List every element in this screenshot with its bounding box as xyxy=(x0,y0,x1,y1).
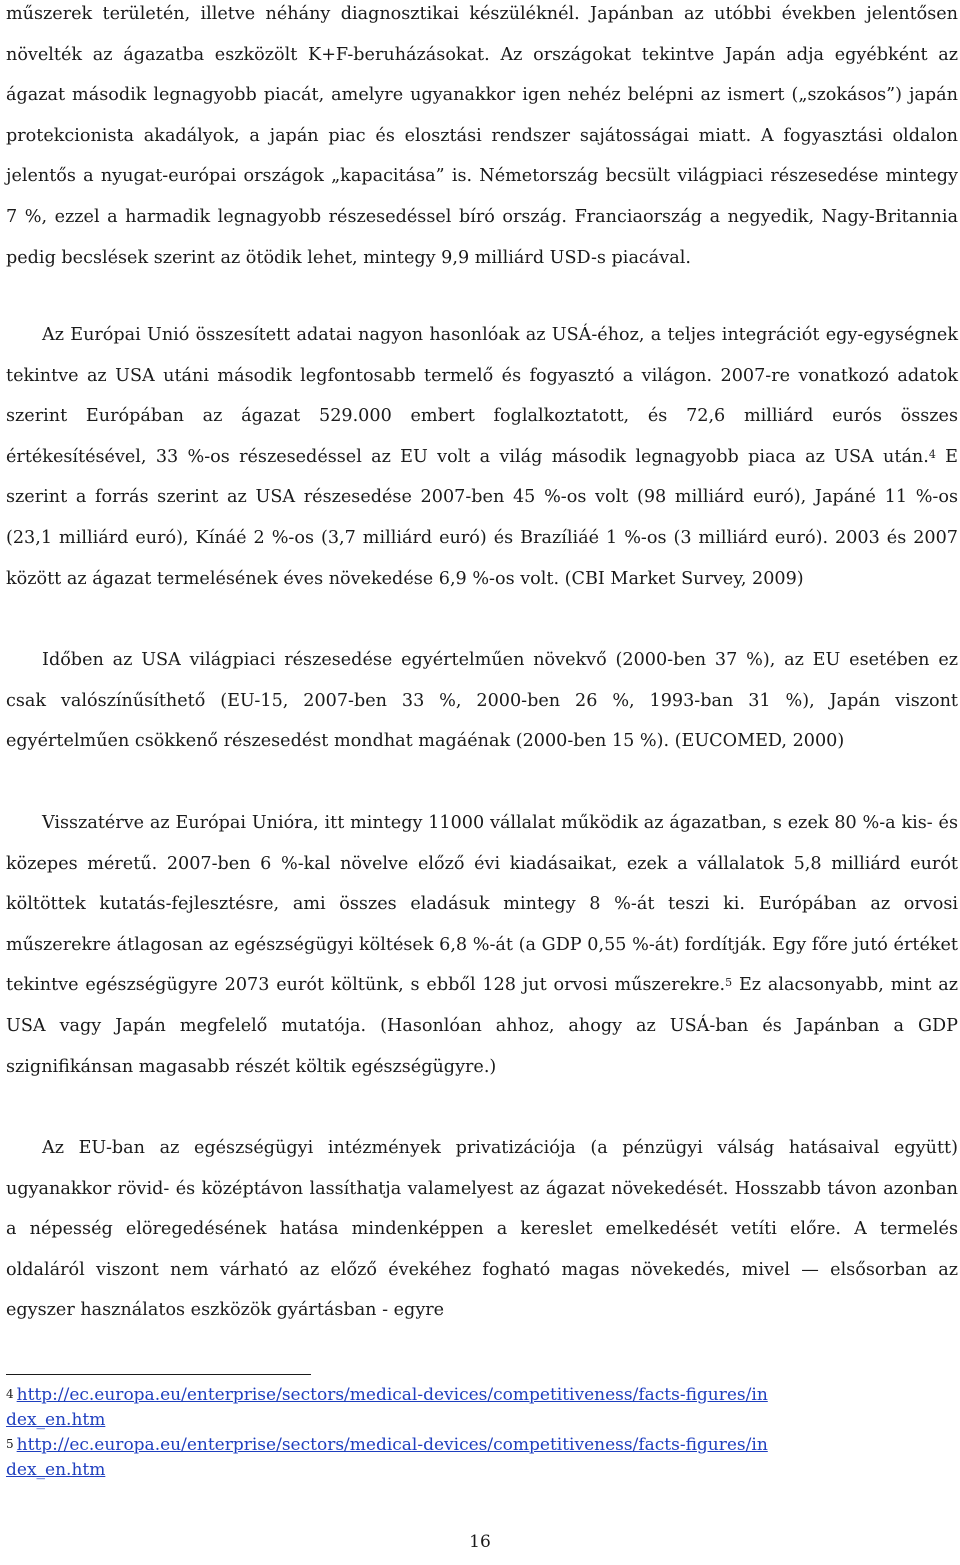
page-number: 16 xyxy=(469,1532,491,1552)
footnote-separator xyxy=(6,1374,311,1375)
footnote-number: 4 xyxy=(6,1387,14,1401)
paragraph-1 xyxy=(6,0,958,278)
footnote-ref-5[interactable]: 5 xyxy=(725,976,733,990)
paragraph-4-text-b: Ez alacsonyabb, mint az USA vagy Japán megfelelő mutatója. (Hasonlóan ahhoz, ahogy az USÁ-ban és Japánban a GDP szignifikánsan magasabb részét költik egészségügyre.) xyxy=(6,975,958,1077)
paragraph-2-text-b: E szerint a forrás szerint az USA részesedése 2007-ben 45 %-os volt (98 milliárd euró), Japáné 11 %-os (23,1 milliárd euró), Kínáé 2 %-os (3,7 milliárd euró) és Brazíliáé 1 %-os (3 milliárd euró). 2003 és 2007 között az ágazat termelésének éves növekedése 6,9 %-os volt. (CBI Market Survey, 2009) xyxy=(6,446,958,589)
paragraph-4 xyxy=(6,803,958,1087)
paragraph-1-text: műszerek területén, illetve néhány diagnosztikai készüléknél. Japánban az utóbbi években jelentősen növelték az ágazatba eszközölt K+F-beruházásokat. Az országokat tekintve Japán adja egyébként az ágazat második legnagyobb piacát, amelyre ugyanakkor igen nehéz belépni az ismert („szokásos”) japán protekcionista akadályok, a japán piac és elosztási rendszer sajátosságai miatt. A fogyasztási oldalon jelentős a nyugat-európai országok „kapacitása” is. Németország becsült világpiaci részesedése mintegy 7 %, ezzel a harmadik legnagyobb részesedéssel bíró ország. Franciaország a negyedik, Nagy-Britannia pedig becslések szerint az ötödik lehet, mintegy 9,9 milliárd USD-s piacával. xyxy=(6,4,958,268)
footnote-number: 5 xyxy=(6,1437,14,1451)
paragraph-3 xyxy=(6,640,958,762)
paragraph-3-text: Időben az USA világpiaci részesedése egyértelműen növekvő (2000-ben 37 %), az EU esetében ez csak valószínűsíthető (EU-15, 2007-ben 33 %, 2000-ben 26 %, 1993-ban 31 %), Japán viszont egyértelműen csökkenő részesedést mondhat magáénak (2000-ben 15 %). (EUCOMED, 2000) xyxy=(6,650,958,752)
paragraph-5 xyxy=(6,1128,958,1331)
footnote-ref-4[interactable]: 4 xyxy=(928,447,936,461)
footnote-5 xyxy=(6,1432,776,1482)
paragraph-4-text-a: Visszatérve az Európai Unióra, itt mintegy 11000 vállalat működik az ágazatban, s ezek 80 %-a kis- és közepes méretű. 2007-ben 6 %-kal növelve előző évi kiadásaikat, ezek a vállalatok 5,8 milliárd eurót költöttek kutatás-fejlesztésre, ami összes eladásuk mintegy 8 %-át teszi ki. Európában az orvosi műszerekre átlagosan az egészségügyi költések 6,8 %-át (a GDP 0,55 %-át) fordítják. Egy főre jutó értéket tekintve egészségügyre 2073 eurót költünk, s ebből 128 jut orvosi műszerekre. xyxy=(6,813,958,996)
footnotes xyxy=(6,1382,776,1482)
paragraph-5-text: Az EU-ban az egészségügyi intézmények privatizációja (a pénzügyi válság hatásaival együtt) ugyanakkor rövid- és középtávon lassíthatja valamelyest az ágazat növekedését. Hosszabb távon azonban a népesség elöregedésének hatása mindenképpen a kereslet emelkedését vetíti előre. A termelés oldaláról viszont nem várható az előző évekéhez fogható magas növekedés, mivel — elsősorban az egyszer használatos eszközök gyártásban - egyre xyxy=(6,1138,958,1321)
footnote-link[interactable]: http://ec.europa.eu/enterprise/sectors/medical-devices/competitiveness/facts-figures/index_en.htm xyxy=(6,1385,768,1430)
paragraph-2 xyxy=(6,315,958,599)
footnote-link[interactable]: http://ec.europa.eu/enterprise/sectors/medical-devices/competitiveness/facts-figures/index_en.htm xyxy=(6,1435,768,1480)
paragraph-2-text-a: Az Európai Unió összesített adatai nagyon hasonlóak az USÁ-éhoz, a teljes integrációt egy-egységnek tekintve az USA utáni második legfontosabb termelő és fogyasztó a világon. 2007-re vonatkozó adatok szerint Európában az ágazat 529.000 embert foglalkoztatott, és 72,6 milliárd eurós összes értékesítésével, 33 %-os részesedéssel az EU volt a világ második legnagyobb piaca az USA után. xyxy=(6,325,958,467)
footnote-4 xyxy=(6,1382,776,1432)
